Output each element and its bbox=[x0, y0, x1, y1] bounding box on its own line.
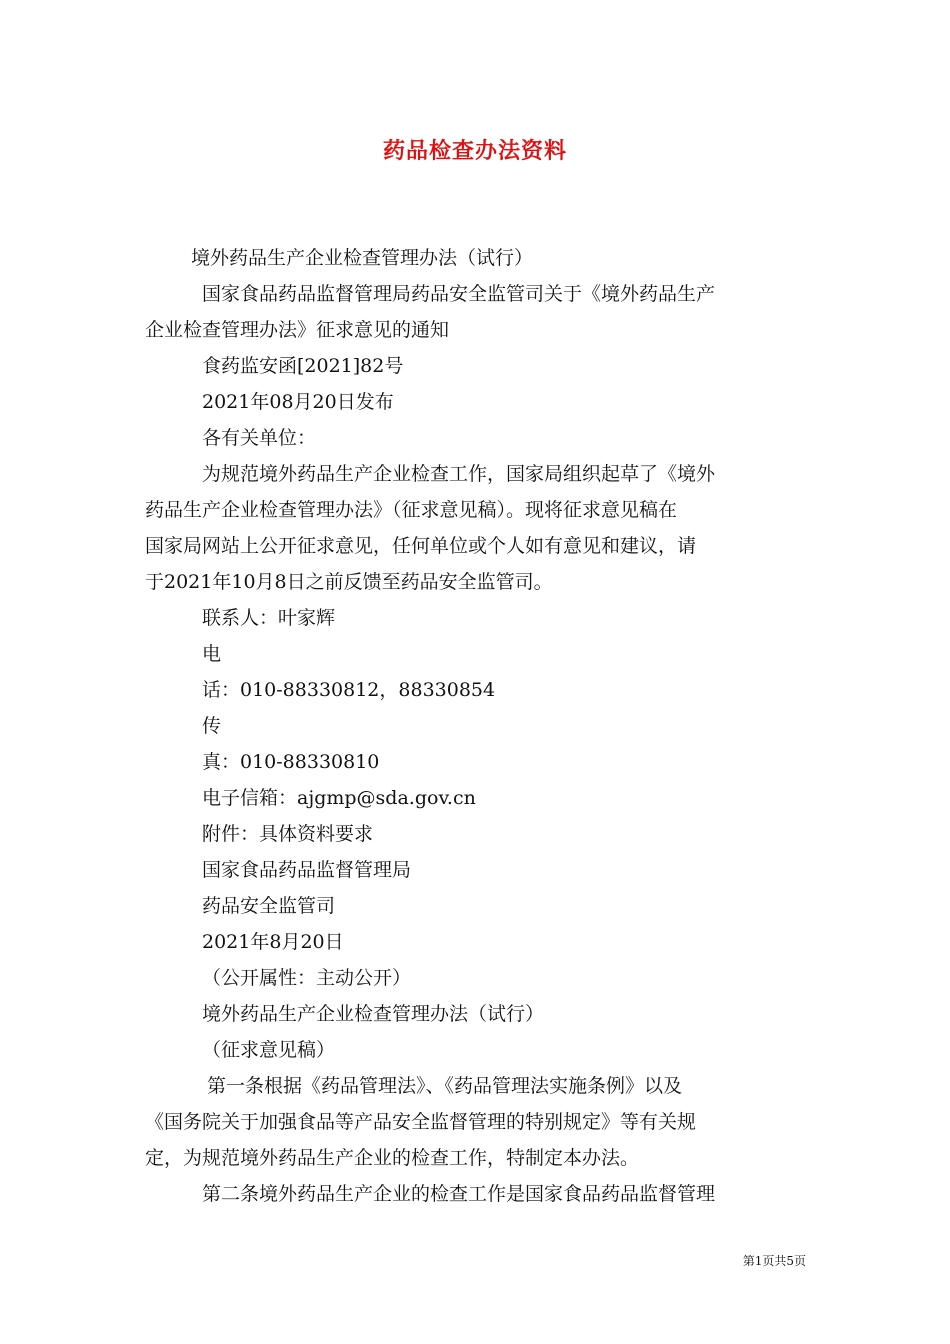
text-line: 为规范境外药品生产企业检查工作，国家局组织起草了《境外 bbox=[202, 463, 716, 485]
text-line: 2021年8月20日 bbox=[202, 931, 344, 953]
text-line: 真：010-88330810 bbox=[202, 751, 380, 773]
text-line: 药品生产企业检查管理办法》（征求意见稿）。现将征求意见稿在 bbox=[145, 499, 678, 521]
text-line: 2021年08月20日发布 bbox=[202, 391, 394, 413]
text-line: 电子信箱：ajgmp@sda.gov.cn bbox=[202, 787, 476, 809]
text-line: 第二条境外药品生产企业的检查工作是国家食品药品监督管理 bbox=[202, 1183, 716, 1205]
text-line: 国家食品药品监督管理局 bbox=[202, 859, 412, 881]
text-line: 定，为规范境外药品生产企业的检查工作，特制定本办法。 bbox=[145, 1147, 640, 1169]
text-line: 境外药品生产企业检查管理办法（试行） bbox=[202, 1003, 545, 1025]
text-line: 话：010-88330812，88330854 bbox=[202, 679, 496, 701]
document-body bbox=[145, 240, 807, 1212]
text-line: 药品安全监管司 bbox=[202, 895, 336, 917]
text-line: 食药监安函[2021]82号 bbox=[202, 355, 404, 377]
text-line: 《国务院关于加强食品等产品安全监督管理的特别规定》等有关规 bbox=[145, 1111, 697, 1133]
text-line: 企业检查管理办法》征求意见的通知 bbox=[145, 319, 450, 341]
text-line: 国家食品药品监督管理局药品安全监管司关于《境外药品生产 bbox=[202, 283, 716, 305]
text-line: 境外药品生产企业检查管理办法（试行） bbox=[191, 247, 534, 269]
text-line: 各有关单位： bbox=[202, 427, 317, 449]
text-line: 传 bbox=[202, 715, 222, 737]
text-line: （公开属性：主动公开） bbox=[202, 967, 412, 989]
text-line: 国家局网站上公开征求意见，任何单位或个人如有意见和建议，请 bbox=[145, 535, 697, 557]
document-title: 药品检查办法资料 bbox=[382, 139, 567, 164]
text-line: （征求意见稿） bbox=[202, 1039, 336, 1061]
page-number: 第1页共5页 bbox=[742, 1254, 806, 1268]
text-line: 电 bbox=[202, 643, 222, 665]
text-line: 联系人：叶家辉 bbox=[202, 607, 336, 629]
text-line: 于2021年10月8日之前反馈至药品安全监管司。 bbox=[145, 571, 553, 593]
text-line: 第一条根据《药品管理法》、《药品管理法实施条例》以及 bbox=[207, 1075, 683, 1097]
text-line: 附件：具体资料要求 bbox=[202, 823, 374, 845]
